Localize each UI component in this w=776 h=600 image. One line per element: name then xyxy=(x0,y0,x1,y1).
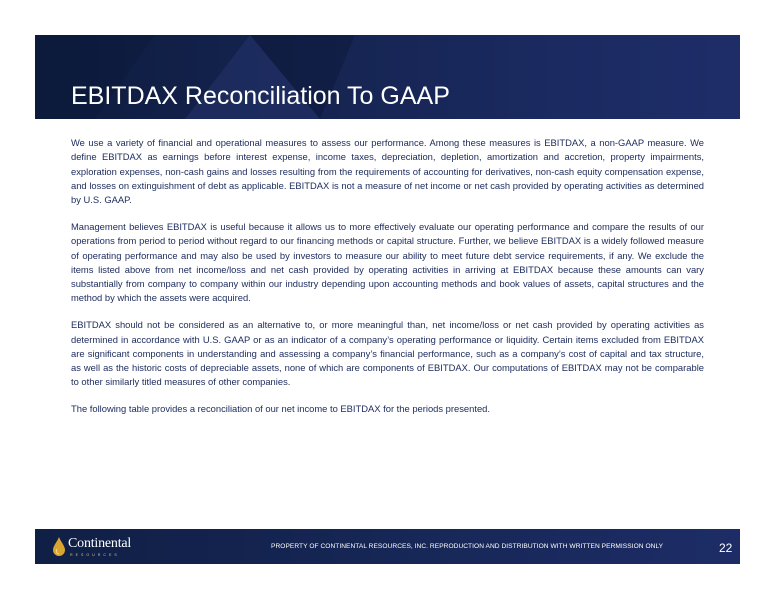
oil-drop-icon xyxy=(52,536,66,558)
logo-wordmark: Continental xyxy=(68,536,132,551)
logo-subtitle: RESOURCES xyxy=(70,553,120,557)
footer-notice: PROPERTY OF CONTINENTAL RESOURCES, INC. REPRODUCTION AND DISTRIBUTION WITH WRITTEN PERMISSION ONLY xyxy=(271,543,664,550)
page-title: EBITDAX Reconciliation To GAAP xyxy=(71,82,450,110)
page-number: 22 xyxy=(719,541,733,555)
footer-bar xyxy=(35,529,740,564)
company-logo xyxy=(52,536,152,558)
paragraph-table-intro: The following table provides a reconciliation of our net income to EBITDAX for the periods presented. xyxy=(71,403,490,415)
body-text xyxy=(71,136,704,429)
paragraph-management-rationale: Management believes EBITDAX is useful because it allows us to more effectively evaluate our operating performance and compare the results of our operations from period to period without regard to our financing methods or capital structure. Further, we believe EBITDAX is a widely followed measure of operating performance and may also be used by investors to measure our ability to meet future debt service requirements, if any. We exclude the items listed above from net income/loss and net cash provided by operating activities in arriving at EBITDAX because these amounts can vary substantially from company to company within our industry depending upon accounting methods and book values of assets, capital structures and the method by which the assets were acquired. xyxy=(71,220,704,304)
paragraph-limitations: EBITDAX should not be considered as an alternative to, or more meaningful than, net income/loss or net cash provided by operating activities as determined in accordance with U.S. GAAP or as an indicator of a company’s operating performance or liquidity. Certain items excluded from EBITDAX are significant components in understanding and assessing a company’s financial performance, such as a company’s cost of capital and tax structure, as well as the historic costs of depreciable assets, none of which are components of EBITDAX. Our computations of EBITDAX may not be comparable to other similarly titled measures of other companies. xyxy=(71,319,704,388)
header-banner xyxy=(35,35,740,119)
paragraph-ebitdax-definition: We use a variety of financial and operational measures to assess our performance. Among these measures is EBITDAX, a non-GAAP measure. We define EBITDAX as earnings before interest expense, income taxes, depreciation, depletion, amortization and accretion, property impairments, exploration expenses, non-cash gains and losses resulting from the requirements of accounting for derivatives, non-cash equity compensation expense, and losses on extinguishment of debt as applicable. EBITDAX is not a measure of net income or net cash provided by operating activities as determined by U.S. GAAP. xyxy=(71,137,704,206)
